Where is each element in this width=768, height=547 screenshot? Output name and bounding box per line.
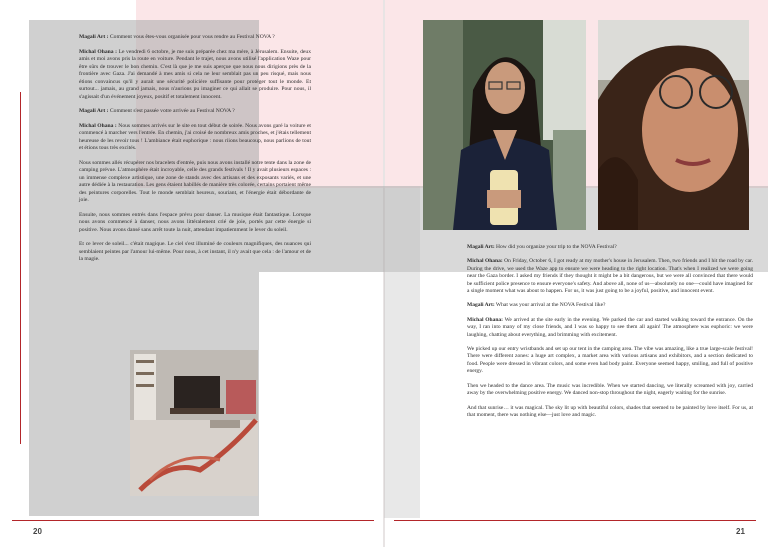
paragraph: And that sunrise… it was magical. The sky lit up with beautiful colors, shades that seemed to be painted by love itself. For us, at that moment, there was nothing else—just love and magic.: [467, 404, 753, 418]
photo-destroyed-room: [130, 350, 258, 496]
paragraph: Magali Art : Comment vous êtes-vous organisée pour vous rendre au Festival NOVA ?: [79, 34, 275, 40]
photo-woman-holding-candle: [423, 20, 586, 230]
paragraph: Magali Art: What was your arrival at the NOVA Festival like?: [467, 302, 606, 309]
paragraph: Magali Art : Comment s'est passée votre arrivée au Festival NOVA ?: [79, 108, 235, 114]
footer-rule-left: [12, 520, 374, 521]
page-number-left: 20: [33, 527, 42, 536]
paragraph: Michal Ohana: We arrived at the site early in the evening. We parked the car and started walking toward the entrance. On the way, I ran into many of my close friends, and I was so happy to see them all again! The atmosphere was euphoric: we were laughing, chatting about everything, and brimming with excitement.: [467, 316, 753, 338]
page-number-right: 21: [736, 527, 745, 536]
english-interview-text: [467, 244, 753, 426]
paragraph: We picked up our entry wristbands and set up our tent in the camping area. The vibe was amazing, like a true large-scale festival! There were different zones: a huge art complex, a market area with various artisans and exhibitors, and a section dedicated to food. People were dressed in vibrant colors, and some even had body paint. Everyone seemed happy, smiling, and full of positive energy.: [467, 346, 753, 375]
paragraph: Et ce lever de soleil... c'était magique. Le ciel s'est illuminé de couleurs magnifiques, des nuances qui semblaient peintes par l'amour lui-même. Pour nous, à cet instant, il n'y avait que cela : de l'amour et de la magie.: [79, 241, 311, 262]
paragraph: Michal Ohana : Nous sommes arrivés sur le site en tout début de soirée. Nous avons garé la voiture et commencé à marcher vers l'entrée. En chemin, j'ai croisé de nombreux amis proches, et j'étais tellement heureuse de les revoir tous ! L'ambiance était euphorique : nous riions beaucoup, nous parlions de tout et étions tous très excités.: [79, 122, 311, 151]
footer-rule-right: [394, 520, 756, 521]
paragraph: Magali Art: How did you organize your trip to the NOVA Festival?: [467, 244, 617, 250]
french-interview-text: [79, 34, 311, 271]
grey-column-right: [384, 186, 420, 518]
vertical-accent-rule: [20, 92, 21, 444]
photo-woman-selfie: [598, 20, 749, 230]
paragraph: Michal Ohana: On Friday, October 6, I got ready at my mother's house in Jerusalem. Then, two friends and I hit the road by car. During the drive, we used the Waze app to ensure we were heading to the right location. That's when I realized we were going near the Gaza border. I asked my friends if they thought it might be a bit dangerous, but we were all convinced that there would be sufficient police presence to ensure everyone's safety. And above all, none of us—absolutely no one—could have imagined for a single moment what was about to happen. For us, it was just going to be a joyful, positive, and innocent event.: [467, 258, 753, 295]
paragraph: Michal Ohana : Le vendredi 6 octobre, je me suis préparée chez ma mère, à Jérusalem. Ensuite, deux amis et moi avons pris la route en voiture. Pendant le trajet, nous avons utilisé l'application Waze pour être sûrs de trouver le bon chemin. C'est là que je me suis aperçue que nous nous dirigions près de la frontière avec Gaza. J'ai demandé à mes amis si cela ne leur semblait pas un peu risqué, mais nous étions convaincus qu'il y aurait une sécurité policière suffisante pour protéger tout le monde. Et surtout... jamais, au grand jamais, nous n'aurions pu imaginer ce qui allait se produire. Pour nous, il s'agissait d'un événement joyeux, positif et totalement innocent.: [79, 48, 311, 100]
paragraph: Then we headed to the dance area. The music was incredible. When we started dancing, we literally screamed with joy, carried away by the overwhelming positive energy. We danced non-stop throughout the night, eagerly waiting for the sunrise.: [467, 382, 753, 397]
paragraph: Nous sommes allés récupérer nos bracelets d'entrée, puis nous avons installé notre tente dans la zone de camping prévue. L'atmosphère était incroyable, celle des grands festivals ! Il y avait plusieurs espaces : un immense complexe artistique, une zone de stands avec des artisans et des exposants variés, et une autre dédiée à la restauration. Les gens étaient habillés de manière très colorée, certains portaient même des peintures corporelles. Tout le monde semblait heureux, souriant, et l'énergie était débordante de joie.: [79, 159, 311, 203]
paragraph: Ensuite, nous sommes entrés dans l'espace prévu pour danser. La musique était fantastique. Lorsque nous avons commencé à danser, nous avons littéralement crié de joie, portés par cette énergie si positive. Nous avons dansé sans arrêt toute la nuit, attendant impatiemment le lever du soleil.: [79, 211, 311, 233]
